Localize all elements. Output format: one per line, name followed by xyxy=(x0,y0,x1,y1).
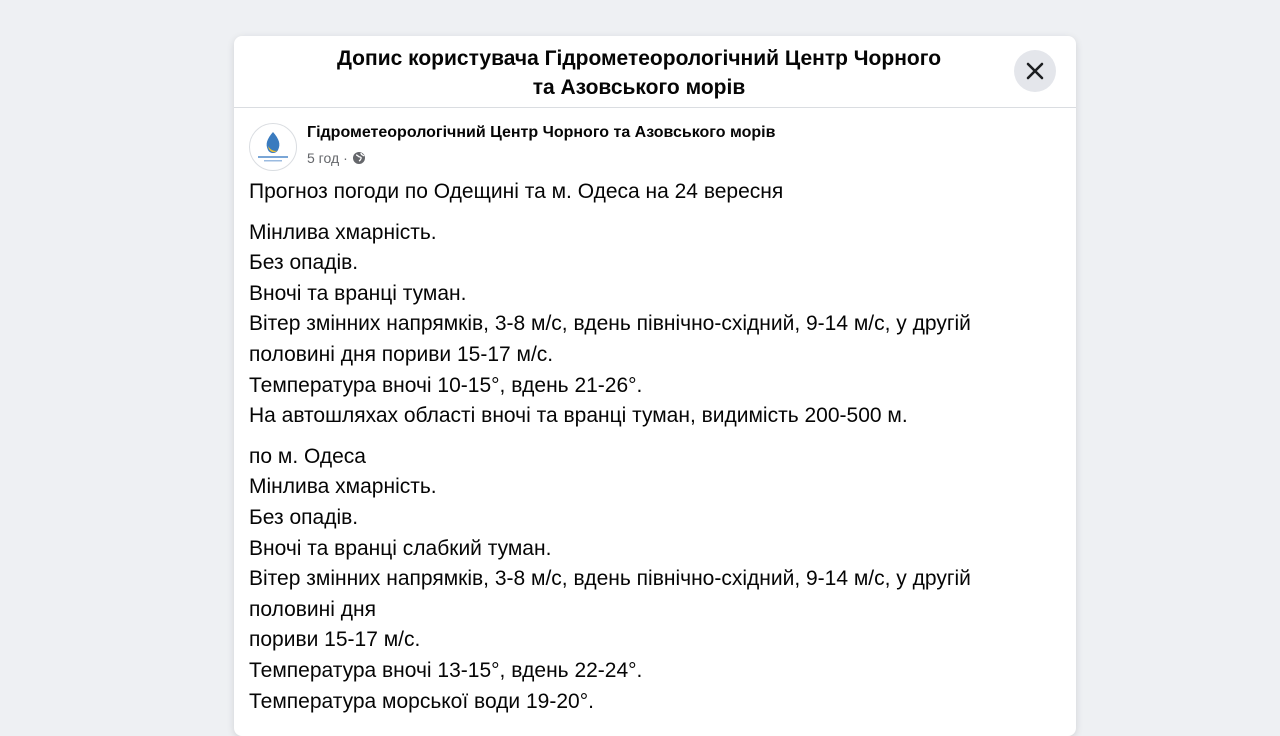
post-paragraph xyxy=(249,442,1069,717)
close-button[interactable] xyxy=(1014,50,1056,92)
meta-separator: · xyxy=(343,150,348,166)
dialog-title-line: Допис користувача Гідрометеорологічний Центр Чорного xyxy=(336,47,942,70)
post-time[interactable]: 5 год xyxy=(307,150,340,166)
post-line: Вночі та вранці туман. xyxy=(249,281,467,305)
post-line: Вночі та вранці слабкий туман. xyxy=(249,536,552,560)
post-line: Мінлива хмарність. xyxy=(249,475,437,499)
post-line: Вітер змінних напрямків, 3-8 м/с, вдень північно-східний, 9-14 м/с, у другій xyxy=(249,312,971,336)
post-line: Без опадів. xyxy=(249,505,359,529)
author-name[interactable]: Гідрометеорологічний Центр Чорного та Азовського морів xyxy=(307,124,776,141)
globe-icon xyxy=(352,151,366,165)
post-meta xyxy=(307,150,366,166)
post-line: Без опадів. xyxy=(249,251,359,275)
post-line: половині дня xyxy=(249,597,376,621)
author-avatar[interactable] xyxy=(249,123,297,171)
dialog-title-line: та Азовського морів xyxy=(532,76,746,99)
post-line: Мінлива хмарність. xyxy=(249,220,437,244)
post-text xyxy=(249,177,1069,727)
post-line: На автошляхах області вночі та вранці туман, видимість 200-500 м. xyxy=(249,404,908,428)
dialog-header xyxy=(234,36,1076,108)
organization-logo-icon xyxy=(250,124,296,170)
post-dialog xyxy=(234,36,1076,736)
post-line: пориви 15-17 м/с. xyxy=(249,628,421,652)
close-icon xyxy=(1026,62,1044,80)
post-line: Прогноз погоди по Одещині та м. Одеса на 24 вересня xyxy=(249,180,784,203)
post-line: Вітер змінних напрямків, 3-8 м/с, вдень північно-східний, 9-14 м/с, у другій xyxy=(249,567,971,591)
post-line: Температура морської води 19-20°. xyxy=(249,689,594,713)
post-line: половині дня пориви 15-17 м/с. xyxy=(249,342,554,366)
post-paragraph xyxy=(249,177,1069,208)
post-line: по м. Одеса xyxy=(249,444,366,468)
post-paragraph xyxy=(249,218,1069,432)
post-line: Температура вночі 13-15°, вдень 22-24°. xyxy=(249,658,643,682)
post-line: Температура вночі 10-15°, вдень 21-26°. xyxy=(249,373,643,397)
dialog-title xyxy=(294,44,984,102)
